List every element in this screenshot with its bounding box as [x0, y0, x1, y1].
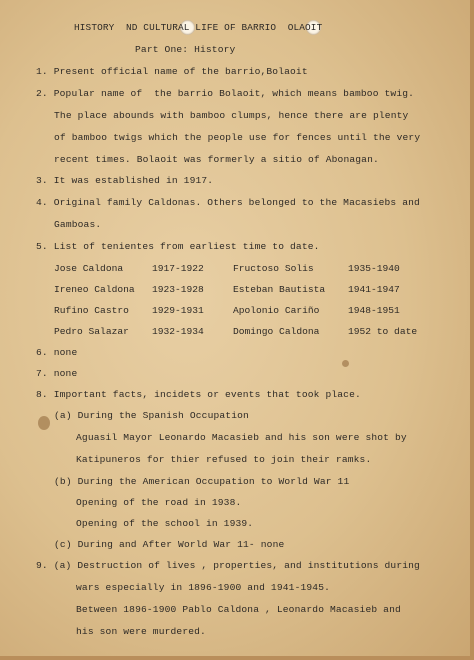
teniente-years: 1952 to date	[348, 326, 418, 337]
teniente-name: Jose Caldona	[54, 263, 124, 274]
text-line: wars especially in 1896-1900 and 1941-1945.	[76, 582, 331, 593]
text-line: 9. (a) Destruction of lives , properties, and institutions during	[36, 560, 420, 571]
teniente-years: 1923-1928	[152, 284, 204, 295]
text-line: of bamboo twigs which the people use for fences until the very	[54, 132, 421, 143]
teniente-name: Fructoso Solis	[233, 263, 314, 274]
teniente-name: Ireneo Caldona	[54, 284, 135, 295]
teniente-name: Rufino Castro	[54, 305, 129, 316]
text-line: (b) During the American Occupation to World War 11	[54, 476, 350, 487]
text-line: 2. Popular name of the barrio Bolaoit, which means bamboo twig.	[36, 88, 415, 99]
teniente-name: Pedro Salazar	[54, 326, 129, 337]
text-line: Opening of the school in 1939.	[76, 518, 254, 529]
text-line: 4. Original family Caldonas. Others belonged to the Macasiebs and	[36, 197, 420, 208]
text-line: Katipuneros for thier refused to join their ramks.	[76, 454, 372, 465]
teniente-years: 1948-1951	[348, 305, 400, 316]
text-line: 3. It was established in 1917.	[36, 175, 214, 186]
teniente-years: 1935-1940	[348, 263, 400, 274]
document-subtitle: Part One: History	[135, 44, 236, 55]
teniente-name: Domingo Caldona	[233, 326, 320, 337]
teniente-years: 1932-1934	[152, 326, 204, 337]
text-line: recent times. Bolaoit was formerly a sitio of Abonagan.	[54, 154, 379, 165]
stain-mark	[342, 360, 349, 367]
text-line: 6. none	[36, 347, 78, 358]
teniente-years: 1929-1931	[152, 305, 204, 316]
document-title: HISTORY ND CULTURAL LIFE OF BARRIO OLAOIT	[74, 22, 323, 33]
text-line: Between 1896-1900 Pablo Caldona , Leonardo Macasieb and	[76, 604, 401, 615]
text-line: Opening of the road in 1938.	[76, 497, 242, 508]
text-line: 1. Present official name of the barrio,Bolaoit	[36, 66, 308, 77]
text-line: The place abounds with bamboo clumps, hence there are plenty	[54, 110, 409, 121]
text-line: his son were murdered.	[76, 626, 206, 637]
teniente-name: Apolonio Cariño	[233, 305, 320, 316]
text-line: 8. Important facts, incidets or events that took place.	[36, 389, 361, 400]
teniente-years: 1917-1922	[152, 263, 204, 274]
text-line: (a) During the Spanish Occupation	[54, 410, 249, 421]
text-line: Gamboas.	[54, 219, 102, 230]
stain-mark	[38, 416, 50, 430]
text-line: 5. List of tenientes from earliest time to date.	[36, 241, 320, 252]
teniente-name: Esteban Bautista	[233, 284, 326, 295]
teniente-years: 1941-1947	[348, 284, 400, 295]
text-line: 7. none	[36, 368, 78, 379]
text-line: Aguasil Mayor Leonardo Macasieb and his son were shot by	[76, 432, 407, 443]
text-line: (c) During and After World War 11- none	[54, 539, 285, 550]
